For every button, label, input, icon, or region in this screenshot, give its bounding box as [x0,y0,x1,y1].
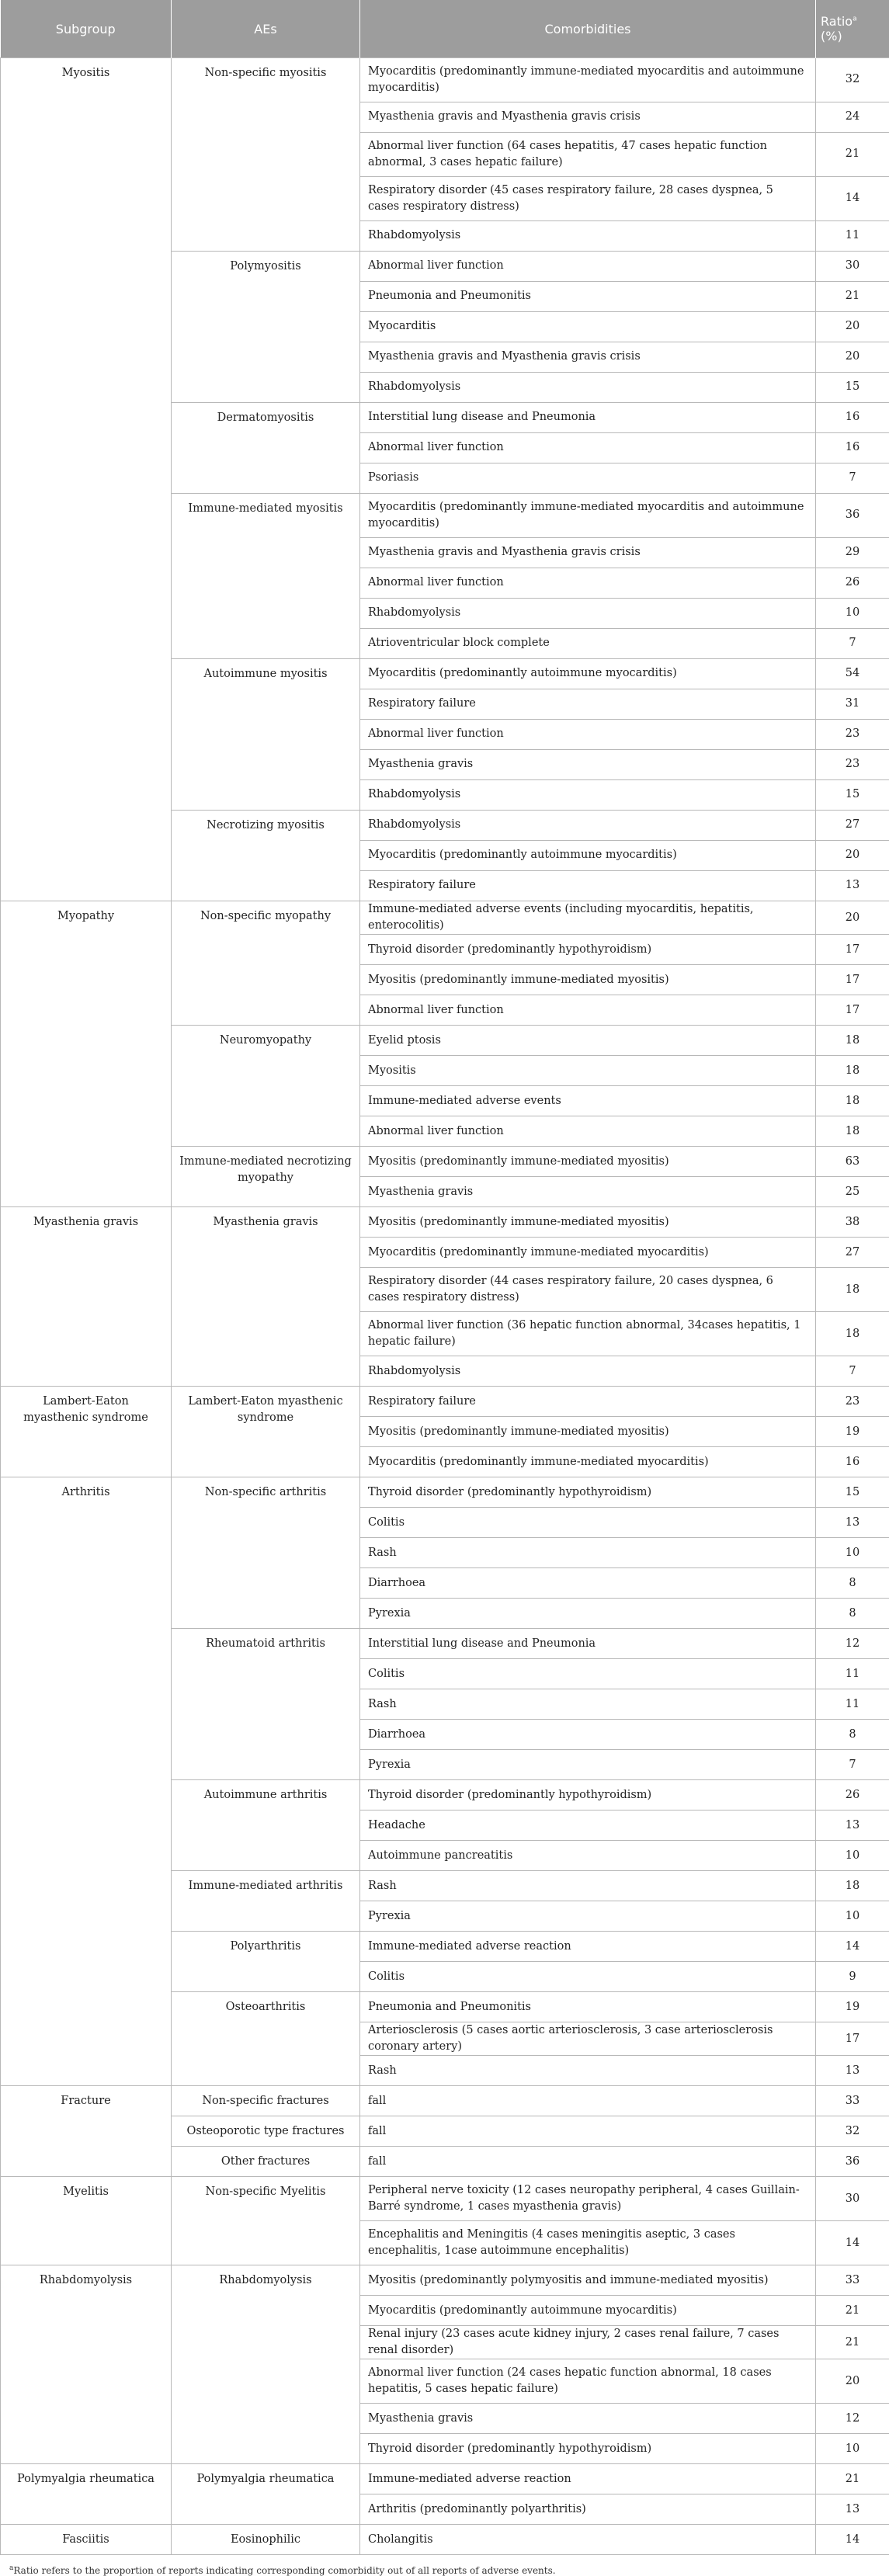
comorbidity-cell: Arteriosclerosis (5 cases aortic arteriosclerosis, 3 case arteriosclerosis coronary artery) [360,2022,816,2056]
ratio-cell: 27 [816,1238,889,1268]
subgroup-cell: Myopathy [1,901,172,1207]
ratio-cell: 15 [816,373,889,403]
ae-cell: Non-specific fractures [172,2086,360,2116]
table-row [1,2086,889,2116]
ae-cell: Non-specific Myelitis [172,2177,360,2265]
comorbidity-cell: Immune-mediated adverse events (including myocarditis, hepatitis, enterocolitis) [360,901,816,935]
ae-cell: Rheumatoid arthritis [172,1629,360,1780]
table-row [1,1207,889,1238]
ratio-cell: 16 [816,1447,889,1477]
ratio-cell: 17 [816,995,889,1026]
ae-cell: Eosinophilic [172,2525,360,2555]
ratio-cell: 30 [816,2177,889,2221]
ae-cell: Non-specific arthritis [172,1477,360,1629]
ae-cell: Rhabdomyolysis [172,2265,360,2464]
comorbidity-cell: Myositis (predominantly immune-mediated myositis) [360,1417,816,1447]
comorbidity-cell: Respiratory failure [360,689,816,720]
ratio-cell: 16 [816,403,889,433]
ratio-cell: 63 [816,1147,889,1177]
comorbidity-cell: Psoriasis [360,463,816,494]
ae-cell: Myasthenia gravis [172,1207,360,1387]
comorbidity-cell: Thyroid disorder (predominantly hypothyroidism) [360,1780,816,1810]
comorbidity-cell: Rash [360,1871,816,1901]
ratio-cell: 15 [816,780,889,811]
subgroup-cell: Myelitis [1,2177,172,2265]
ratio-cell: 7 [816,629,889,659]
ratio-cell: 17 [816,2022,889,2056]
comorbidity-cell: Colitis [360,1659,816,1689]
comorbidity-cell: Abnormal liver function [360,995,816,1026]
ratio-cell: 18 [816,1312,889,1356]
comorbidity-cell: Myocarditis (predominantly autoimmune myocarditis) [360,659,816,689]
table-row [1,2464,889,2494]
ratio-cell: 18 [816,1056,889,1086]
comorbidity-cell: Myocarditis (predominantly immune-mediated myocarditis) [360,1447,816,1477]
ratio-cell: 11 [816,1689,889,1720]
ae-cell: Autoimmune myositis [172,659,360,811]
ratio-cell: 12 [816,1629,889,1659]
table-row [1,2177,889,2221]
ae-cell: Necrotizing myositis [172,811,360,901]
comorbidity-cell: Abnormal liver function [360,1116,816,1147]
comorbidity-cell: Abnormal liver function (36 hepatic function abnormal, 34cases hepatitis, 1 hepatic failure) [360,1312,816,1356]
comorbidity-cell: Respiratory failure [360,871,816,901]
ae-cell: Neuromyopathy [172,1026,360,1147]
ratio-cell: 30 [816,252,889,282]
ratio-cell: 32 [816,58,889,102]
comorbidity-cell: Myasthenia gravis [360,1177,816,1207]
comorbidity-cell: Myocarditis (predominantly immune-mediated myocarditis) [360,1238,816,1268]
ae-cell: Immune-mediated necrotizing myopathy [172,1147,360,1207]
ratio-cell: 9 [816,1962,889,1992]
ratio-cell: 23 [816,1387,889,1417]
ratio-cell: 11 [816,221,889,252]
ae-cell: Immune-mediated myositis [172,494,360,659]
header-ratio [816,0,889,58]
comorbidity-cell: Myasthenia gravis and Myasthenia gravis crisis [360,342,816,373]
ratio-cell: 20 [816,312,889,342]
table-row [1,58,889,102]
ratio-cell: 25 [816,1177,889,1207]
subgroup-cell: Polymyalgia rheumatica [1,2464,172,2525]
comorbidity-cell: Thyroid disorder (predominantly hypothyroidism) [360,1477,816,1508]
comorbidity-cell: Myocarditis (predominantly autoimmune myocarditis) [360,2296,816,2326]
comorbidity-cell: Myositis (predominantly immune-mediated myositis) [360,1147,816,1177]
ratio-cell: 10 [816,1901,889,1932]
footnote [0,2555,889,2576]
ae-cell: Osteoarthritis [172,1992,360,2086]
comorbidity-cell: Myasthenia gravis [360,2404,816,2434]
ratio-cell: 21 [816,2464,889,2494]
comorbidity-cell: Pyrexia [360,1599,816,1629]
ratio-cell: 16 [816,433,889,463]
footnote-text: Ratio refers to the proportion of reports indicating corresponding comorbidity out of all reports of adverse events. [13,2565,555,2576]
ae-cell: Immune-mediated arthritis [172,1871,360,1932]
ratio-cell: 7 [816,1356,889,1387]
ae-cell: Autoimmune arthritis [172,1780,360,1871]
table-row [1,2265,889,2296]
comorbidity-cell: Myocarditis (predominantly immune-mediated myocarditis and autoimmune myocarditis) [360,58,816,102]
comorbidity-cell: Myocarditis (predominantly autoimmune myocarditis) [360,841,816,871]
ratio-cell: 38 [816,1207,889,1238]
subgroup-cell: Rhabdomyolysis [1,2265,172,2464]
ratio-cell: 20 [816,342,889,373]
ratio-cell: 18 [816,1871,889,1901]
ratio-cell: 19 [816,1417,889,1447]
ratio-cell: 36 [816,2147,889,2177]
ratio-cell: 23 [816,720,889,750]
comorbidity-cell: Respiratory failure [360,1387,816,1417]
ratio-cell: 26 [816,568,889,599]
table-header [1,0,889,58]
ratio-cell: 33 [816,2086,889,2116]
ratio-cell: 13 [816,871,889,901]
ratio-cell: 31 [816,689,889,720]
ratio-cell: 17 [816,965,889,995]
ratio-cell: 33 [816,2265,889,2296]
comorbidity-cell: Rhabdomyolysis [360,811,816,841]
comorbidity-cell: Atrioventricular block complete [360,629,816,659]
comorbidity-cell: Diarrhoea [360,1568,816,1599]
table-body [1,58,889,2555]
comorbidity-cell: Myocarditis [360,312,816,342]
subgroup-cell: Myasthenia gravis [1,1207,172,1387]
ratio-cell: 36 [816,494,889,538]
comorbidity-cell: Myasthenia gravis and Myasthenia gravis crisis [360,102,816,133]
ratio-cell: 20 [816,2359,889,2404]
comorbidity-cell: Interstitial lung disease and Pneumonia [360,403,816,433]
comorbidity-cell: Myositis (predominantly polymyositis and immune-mediated myositis) [360,2265,816,2296]
ratio-cell: 24 [816,102,889,133]
comorbidity-cell: Autoimmune pancreatitis [360,1841,816,1871]
comorbidity-cell: Headache [360,1810,816,1841]
ratio-cell: 20 [816,841,889,871]
comorbidity-cell: Abnormal liver function (64 cases hepatitis, 47 cases hepatic function abnormal, 3 cases hepatic failure) [360,133,816,177]
comorbidity-cell: Rash [360,2056,816,2086]
ratio-cell: 13 [816,2494,889,2525]
comorbidity-cell: Respiratory disorder (45 cases respiratory failure, 28 cases dyspnea, 5 cases respiratory distress) [360,177,816,221]
comorbidity-cell: Pyrexia [360,1750,816,1780]
comorbidity-cell: Thyroid disorder (predominantly hypothyroidism) [360,2434,816,2464]
subgroup-cell: Lambert-Eaton myasthenic syndrome [1,1387,172,1477]
comorbidity-cell: Colitis [360,1962,816,1992]
ratio-cell: 18 [816,1268,889,1312]
comorbidity-cell: Respiratory disorder (44 cases respiratory failure, 20 cases dyspnea, 6 cases respiratory distress) [360,1268,816,1312]
comorbidity-cell: Myasthenia gravis [360,750,816,780]
comorbidity-cell: Myositis (predominantly immune-mediated myositis) [360,1207,816,1238]
comorbidity-cell: Pneumonia and Pneumonitis [360,282,816,312]
ratio-cell: 17 [816,935,889,965]
ratio-cell: 14 [816,2221,889,2265]
ratio-cell: 13 [816,2056,889,2086]
subgroup-cell: Myositis [1,58,172,901]
comorbidity-cell: Interstitial lung disease and Pneumonia [360,1629,816,1659]
ae-cell: Dermatomyositis [172,403,360,494]
ratio-cell: 7 [816,463,889,494]
comorbidity-cell: Rash [360,1689,816,1720]
ratio-cell: 8 [816,1599,889,1629]
comorbidity-cell: Thyroid disorder (predominantly hypothyroidism) [360,935,816,965]
comorbidity-cell: Rhabdomyolysis [360,221,816,252]
ae-cell: Osteoporotic type fractures [172,2116,360,2147]
ratio-cell: 13 [816,1508,889,1538]
comorbidity-cell: Immune-mediated adverse events [360,1086,816,1116]
ratio-cell: 29 [816,538,889,568]
ratio-cell: 14 [816,1932,889,1962]
ratio-cell: 13 [816,1810,889,1841]
ratio-cell: 21 [816,133,889,177]
ae-cell: Polyarthritis [172,1932,360,1992]
comorbidity-cell: Rhabdomyolysis [360,1356,816,1387]
header-subgroup: Subgroup [1,0,172,58]
ae-cell: Non-specific myopathy [172,901,360,1026]
comorbidity-cell: Diarrhoea [360,1720,816,1750]
header-ratio-footnote-mark: a [853,16,857,23]
subgroup-cell: Arthritis [1,1477,172,2086]
comorbidity-cell: Rhabdomyolysis [360,599,816,629]
comorbidity-cell: Arthritis (predominantly polyarthritis) [360,2494,816,2525]
comorbidity-cell: Abnormal liver function [360,568,816,599]
comorbidity-cell: Immune-mediated adverse reaction [360,1932,816,1962]
comorbidity-cell: Abnormal liver function [360,720,816,750]
comorbidity-cell: Myasthenia gravis and Myasthenia gravis crisis [360,538,816,568]
ratio-cell: 8 [816,1720,889,1750]
footnote-mark: a [9,2564,13,2572]
ae-cell: Lambert-Eaton myasthenic syndrome [172,1387,360,1477]
table-row [1,1477,889,1508]
ae-cell: Polymyalgia rheumatica [172,2464,360,2525]
comorbidity-cell: Abnormal liver function (24 cases hepatic function abnormal, 18 cases hepatitis, 5 cases hepatic failure) [360,2359,816,2404]
comorbidity-cell: Myocarditis (predominantly immune-mediated myocarditis and autoimmune myocarditis) [360,494,816,538]
ratio-cell: 7 [816,1750,889,1780]
subgroup-cell: Fracture [1,2086,172,2177]
subgroup-cell: Fasciitis [1,2525,172,2555]
comorbidity-cell: Rhabdomyolysis [360,780,816,811]
ratio-cell: 10 [816,2434,889,2464]
ae-cell: Non-specific myositis [172,58,360,252]
ratio-cell: 26 [816,1780,889,1810]
header-ratio-label: Ratio [821,14,853,29]
ratio-cell: 14 [816,2525,889,2555]
ratio-cell: 11 [816,1659,889,1689]
comorbidity-cell: fall [360,2086,816,2116]
ratio-cell: 19 [816,1992,889,2022]
ratio-cell: 32 [816,2116,889,2147]
comorbidity-cell: fall [360,2116,816,2147]
ratio-cell: 10 [816,1841,889,1871]
ratio-cell: 10 [816,1538,889,1568]
table-row [1,1387,889,1417]
comorbidity-cell: fall [360,2147,816,2177]
ratio-cell: 21 [816,2296,889,2326]
ae-cell: Polymyositis [172,252,360,403]
ratio-cell: 27 [816,811,889,841]
comorbidity-cell: Colitis [360,1508,816,1538]
ratio-cell: 15 [816,1477,889,1508]
ratio-cell: 21 [816,282,889,312]
ratio-cell: 14 [816,177,889,221]
ratio-cell: 10 [816,599,889,629]
ratio-cell: 54 [816,659,889,689]
comorbidity-cell: Eyelid ptosis [360,1026,816,1056]
ratio-cell: 18 [816,1026,889,1056]
comorbidity-cell: Myositis (predominantly immune-mediated myositis) [360,965,816,995]
ratio-cell: 18 [816,1086,889,1116]
ratio-cell: 20 [816,901,889,935]
ratio-cell: 23 [816,750,889,780]
comorbidity-cell: Abnormal liver function [360,433,816,463]
comorbidity-cell: Cholangitis [360,2525,816,2555]
ratio-cell: 18 [816,1116,889,1147]
comorbidity-cell: Rhabdomyolysis [360,373,816,403]
comorbidity-cell: Renal injury (23 cases acute kidney injury, 2 cases renal failure, 7 cases renal disorder) [360,2326,816,2359]
ratio-cell: 8 [816,1568,889,1599]
comorbidity-cell: Rash [360,1538,816,1568]
ratio-cell: 12 [816,2404,889,2434]
comorbidity-cell: Pyrexia [360,1901,816,1932]
comorbidity-cell: Peripheral nerve toxicity (12 cases neuropathy peripheral, 4 cases Guillain-Barré syndrome, 1 cases myasthenia gravis) [360,2177,816,2221]
comorbidity-cell: Myositis [360,1056,816,1086]
header-comorbidities: Comorbidities [360,0,816,58]
comorbidity-cell: Encephalitis and Meningitis (4 cases meningitis aseptic, 3 cases encephalitis, 1case autoimmune encephalitis) [360,2221,816,2265]
comorbidity-cell: Abnormal liver function [360,252,816,282]
header-row [1,0,889,58]
header-ratio-unit: (%) [821,29,842,43]
comorbidity-cell: Pneumonia and Pneumonitis [360,1992,816,2022]
table-row [1,901,889,935]
header-aes: AEs [172,0,360,58]
comorbidity-cell: Immune-mediated adverse reaction [360,2464,816,2494]
ratio-cell: 21 [816,2326,889,2359]
ae-cell: Other fractures [172,2147,360,2177]
